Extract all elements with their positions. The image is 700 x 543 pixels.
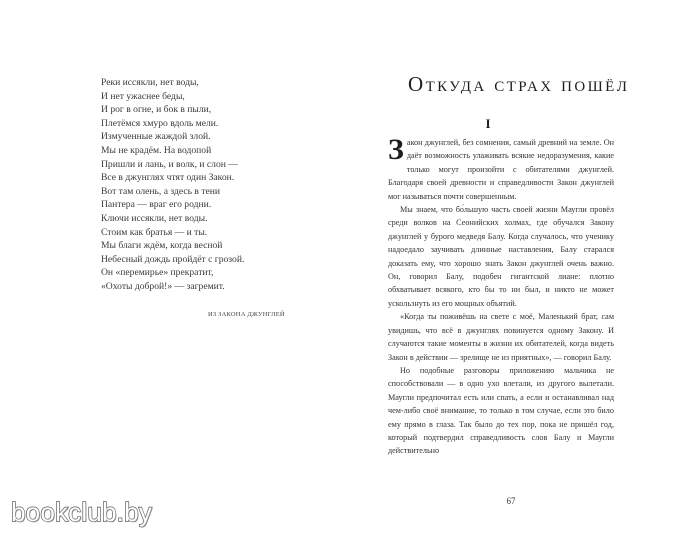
poem-line: Стоим как братья — и ты. [101,226,208,238]
paragraph-text: акон джунглей, без сомнения, самый древний на земле. Он даёт возможность улаживать всякие недоразумения, какие только могут произойти с обитателями джунглей. Благодаря своей древности и справедливости Закон джунглей мог называться почти совершенным. [388,138,614,201]
poem-line: Пантера — враг его родни. [101,199,212,211]
poem-line: Небесный дождь пройдёт с грозой. [101,253,245,265]
paragraph: Мы знаем, что бо́льшую часть своей жизни Маугли провёл среди волков на Сеонийских холмах, где обучался Закону джунглей у бурого медведя Балу. Когда случалось, что ученику надоедало заучивать длинные наставления, Балу старался доказать ему, что хорошо знать Закон джунглей очень важно. Он, говорил Балу, подобен гигантской лиане: плотно обхватывает всякого, кто бы то ни был, и никто не может ускользнуть из его мощных объятий. [388,205,614,308]
epigraph-poem [101,76,301,294]
paragraph: «Когда ты поживёшь на свете с моё, Маленький брат, сам увидишь, что всё в джунглях повинуется одному Закону. И случаются такие моменты в жизни их обитателей, когда видеть Закон в действии — зрелище не из приятных», — говорил Балу. [388,312,614,362]
page-number: 67 [506,496,516,506]
poem-line: И нет ужаснее беды, [101,90,185,102]
poem-line: И рог в огне, и бок в пыли, [101,104,212,116]
poem-source: ИЗ ЗАКОНА ДЖУНГЛЕЙ [208,311,285,318]
watermark: bookclub.by [11,497,152,527]
poem-line: Пришли и лань, и волк, и слон — [101,158,238,170]
chapter-body [388,133,614,458]
poem-line: «Охоты доброй!» — загремит. [101,280,225,292]
poem-line: Реки иссякли, нет воды, [101,77,199,88]
poem-line: Ключи иссякли, нет воды. [101,212,208,224]
paragraph: Но подобные разговоры приложению мальчика не способствовали — в одно ухо влетали, из другого вылетали. Маугли предпочитал есть или спать, а если и останавливал над чем-либо своё внимание, то только в том случае, если это било ему прямо в глаза. Так было до тех пор, пока не пришёл год, который подтвердил справедливость слов Балу и Маугли действительно [388,365,614,456]
poem-line: Он «перемирье» прекратит, [101,267,214,279]
poem-line: Измученные жаждой злой. [101,131,211,143]
poem-line: Мы благи ждём, когда весной [101,240,223,252]
section-number: I [485,116,491,131]
drop-cap: З [388,133,404,166]
poem-line: Плетёмся хмуро вдоль мели. [101,117,219,129]
poem-line: Мы не крадём. На водопой [101,144,212,156]
paragraph [388,133,614,203]
poem-line: Вот там олень, а здесь в тени [101,185,221,197]
poem-line: Все в джунглях чтят один Закон. [101,172,235,184]
chapter-title: Откуда страх пошёл [408,72,630,96]
